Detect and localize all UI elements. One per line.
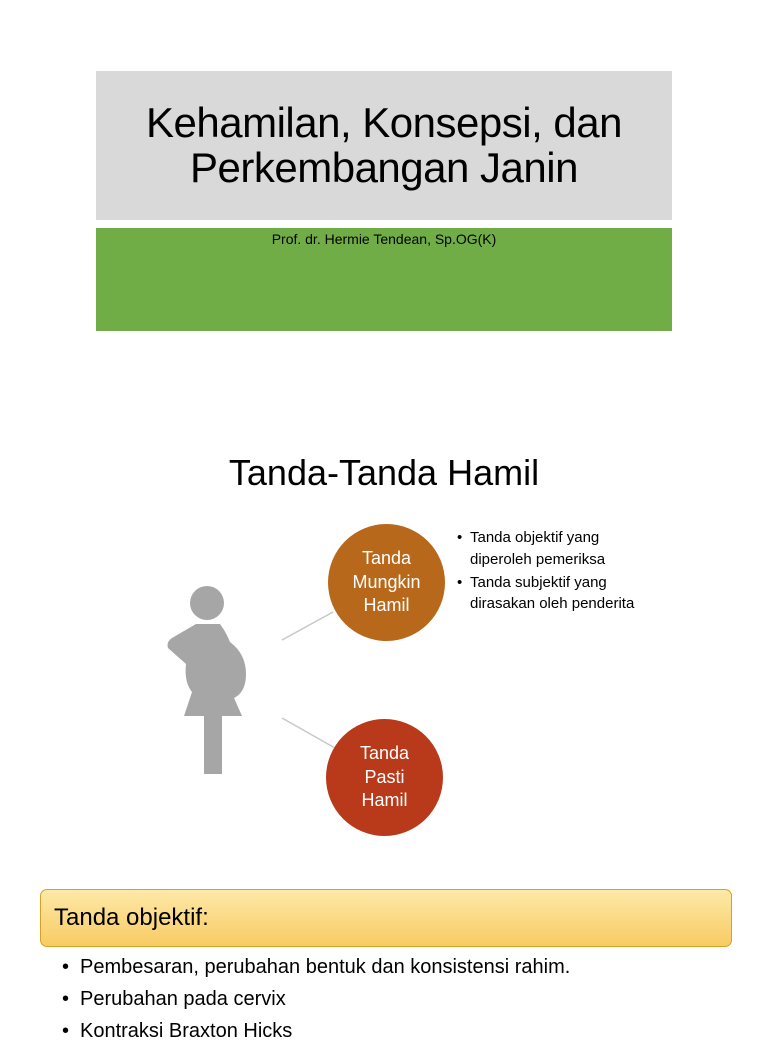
bullet-item: • Tanda objektif yang diperoleh pemeriksa <box>455 527 655 571</box>
circle-tanda-mungkin-hamil: Tanda Mungkin Hamil <box>328 524 445 641</box>
heading-callout <box>40 889 732 947</box>
pregnant-woman-icon <box>160 580 260 780</box>
list-item: • Perubahan pada cervix <box>62 983 742 1015</box>
circle-tanda-pasti-hamil: Tanda Pasti Hamil <box>326 719 443 836</box>
bullet-list <box>455 527 655 616</box>
slide-title: Kehamilan, Konsepsi, dan Perkembangan Janin <box>146 99 622 191</box>
objective-signs-list <box>62 951 742 1047</box>
section-title: Tanda-Tanda Hamil <box>228 452 540 493</box>
callout-heading: Tanda objektif: <box>54 904 209 931</box>
author-name: Prof. dr. Hermie Tendean, Sp.OG(K) <box>271 231 497 247</box>
bullet-item: • Tanda subjektif yang dirasakan oleh penderita <box>455 572 655 616</box>
list-item: • Pembesaran, perubahan bentuk dan konsistensi rahim. <box>62 951 742 983</box>
title-box <box>96 71 672 220</box>
author-band <box>96 228 672 331</box>
list-item: • Kontraksi Braxton Hicks <box>62 1015 742 1047</box>
